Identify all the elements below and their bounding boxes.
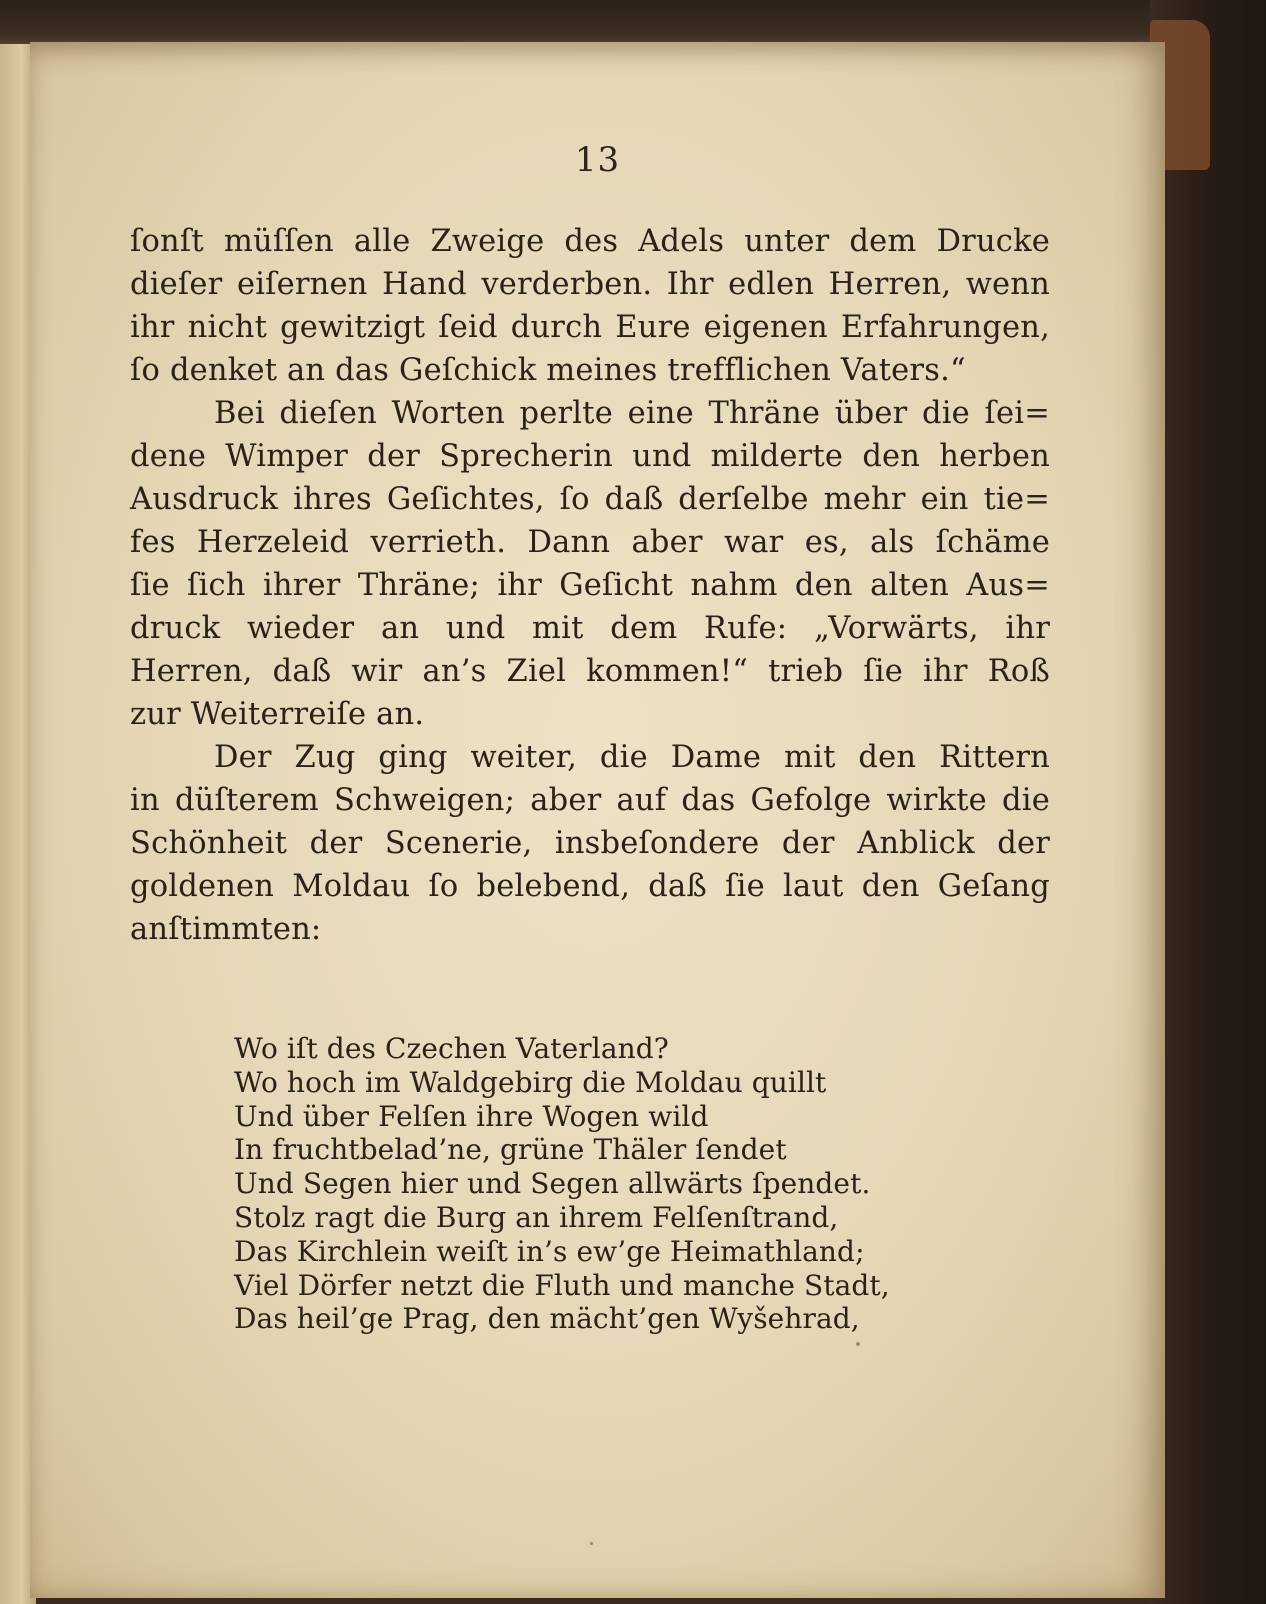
poem-line: Stolz ragt die Burg an ihrem Felſenſtrand, [234, 1200, 839, 1234]
prose-line: ſo denket an das Geſchick meines trefflichen Vaters.“ [130, 353, 966, 388]
prose-line: fes Herzeleid verrieth. Dann aber war es, als ſchäme [130, 525, 1050, 560]
prose-line: dieſer eiſernen Hand verderben. Ihr edlen Herren, wenn [130, 267, 1050, 302]
paper-speck [590, 1542, 593, 1545]
poem-line: Das heil’ge Prag, den mächt’gen Wyšehrad, [234, 1302, 860, 1336]
prose-line: ſonſt müſſen alle Zweige des Adels unter dem Drucke [130, 224, 1050, 259]
prose-line: ihr nicht gewitzigt ſeid durch Eure eigenen Erfahrungen, [130, 310, 1050, 345]
prose-line: in düſterem Schweigen; aber auf das Gefolge wirkte die [130, 783, 1050, 818]
poem-line: Und über Felſen ihre Wogen wild [234, 1099, 709, 1133]
poem-line: Viel Dörfer netzt die Fluth und manche Stadt, [234, 1268, 890, 1302]
poem-line: Das Kirchlein weiſt in’s ew’ge Heimathland; [234, 1234, 865, 1268]
prose-line: ſie ſich ihrer Thräne; ihr Geſicht nahm den alten Aus= [130, 568, 1050, 603]
poem-line: Wo iſt des Czechen Vaterland? [234, 1032, 669, 1065]
prose-line: Der Zug ging weiter, die Dame mit den Rittern [214, 740, 1050, 775]
book-page [30, 42, 1165, 1598]
poem-line: Und Segen hier und Segen allwärts ſpendet. [234, 1167, 871, 1201]
prose-line: zur Weiterreiſe an. [130, 697, 425, 732]
prose-line: druck wieder an und mit dem Rufe: „Vorwärts, ihr [130, 611, 1050, 646]
prose-line: Herren, daß wir an’s Ziel kommen!“ trieb ſie ihr Roß [130, 654, 1050, 689]
prose-block [130, 220, 1050, 951]
prose-line: dene Wimper der Sprecherin und milderte den herben [130, 439, 1050, 474]
poem-line: In fruchtbelad’ne, grüne Thäler ſendet [234, 1133, 787, 1167]
prose-line: anſtimmten: [130, 912, 322, 947]
book-cover-right-edge [1150, 0, 1266, 1604]
prose-line: Bei dieſen Worten perlte eine Thräne über die ſei= [214, 396, 1050, 431]
prose-line: Schönheit der Scenerie, insbeſondere der Anblick der [130, 826, 1050, 861]
poem-line: Wo hoch im Waldgebirg die Moldau quillt [234, 1065, 827, 1099]
prose-line: goldenen Moldau ſo belebend, daß ſie laut den Geſang [130, 869, 1050, 904]
page-number: 13 [574, 140, 621, 180]
paper-speck [856, 1342, 860, 1346]
prose-line: Ausdruck ihres Geſichtes, ſo daß derſelbe mehr ein tie= [130, 482, 1050, 517]
poem-block [234, 1032, 954, 1336]
book-cover-top-edge [0, 0, 1266, 48]
